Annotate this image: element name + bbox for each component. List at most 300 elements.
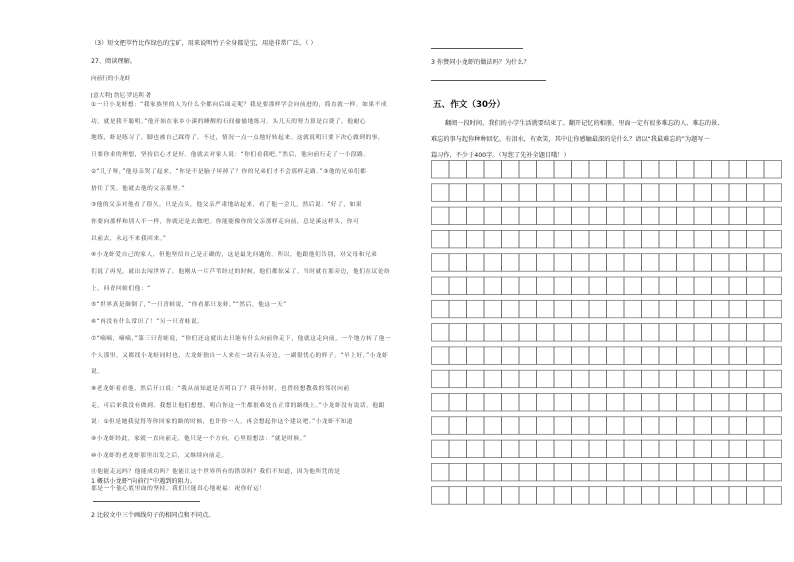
grid-cell[interactable] <box>449 347 467 365</box>
grid-cell[interactable] <box>659 394 677 412</box>
grid-cell[interactable] <box>677 347 695 365</box>
grid-cell[interactable] <box>607 394 625 412</box>
grid-cell[interactable] <box>694 487 712 505</box>
grid-cell[interactable] <box>484 230 502 248</box>
grid-cell[interactable] <box>537 230 555 248</box>
grid-cell[interactable] <box>519 370 537 388</box>
grid-cell[interactable] <box>502 254 520 272</box>
grid-cell[interactable] <box>764 230 782 248</box>
grid-cell[interactable] <box>694 440 712 458</box>
grid-cell[interactable] <box>519 254 537 272</box>
grid-cell[interactable] <box>694 417 712 435</box>
grid-cell[interactable] <box>537 463 555 481</box>
grid-cell[interactable] <box>642 487 660 505</box>
grid-cell[interactable] <box>747 300 765 318</box>
grid-cell[interactable] <box>764 324 782 342</box>
grid-cell[interactable] <box>484 254 502 272</box>
grid-cell[interactable] <box>572 300 590 318</box>
grid-cell[interactable] <box>554 230 572 248</box>
grid-cell[interactable] <box>502 440 520 458</box>
grid-cell[interactable] <box>677 394 695 412</box>
grid-cell[interactable] <box>642 347 660 365</box>
grid-cell[interactable] <box>589 277 607 295</box>
grid-cell[interactable] <box>607 254 625 272</box>
grid-cell[interactable] <box>589 300 607 318</box>
grid-cell[interactable] <box>712 277 730 295</box>
grid-cell[interactable] <box>712 440 730 458</box>
grid-cell[interactable] <box>519 207 537 225</box>
grid-cell[interactable] <box>642 370 660 388</box>
grid-row[interactable] <box>432 487 782 505</box>
grid-cell[interactable] <box>712 347 730 365</box>
grid-cell[interactable] <box>432 394 450 412</box>
grid-cell[interactable] <box>467 394 485 412</box>
grid-row[interactable] <box>432 347 782 365</box>
grid-cell[interactable] <box>659 324 677 342</box>
grid-cell[interactable] <box>607 300 625 318</box>
grid-cell[interactable] <box>502 417 520 435</box>
grid-cell[interactable] <box>449 463 467 481</box>
grid-cell[interactable] <box>694 254 712 272</box>
grid-cell[interactable] <box>537 161 555 179</box>
grid-cell[interactable] <box>572 487 590 505</box>
grid-cell[interactable] <box>712 370 730 388</box>
grid-cell[interactable] <box>607 463 625 481</box>
grid-cell[interactable] <box>729 161 747 179</box>
grid-cell[interactable] <box>712 394 730 412</box>
grid-cell[interactable] <box>677 417 695 435</box>
grid-cell[interactable] <box>694 394 712 412</box>
grid-cell[interactable] <box>467 277 485 295</box>
grid-cell[interactable] <box>712 254 730 272</box>
grid-cell[interactable] <box>747 254 765 272</box>
grid-cell[interactable] <box>572 230 590 248</box>
grid-cell[interactable] <box>677 254 695 272</box>
grid-cell[interactable] <box>624 487 642 505</box>
grid-cell[interactable] <box>589 463 607 481</box>
grid-cell[interactable] <box>467 417 485 435</box>
grid-cell[interactable] <box>694 207 712 225</box>
grid-cell[interactable] <box>484 463 502 481</box>
grid-cell[interactable] <box>729 463 747 481</box>
grid-cell[interactable] <box>694 463 712 481</box>
grid-cell[interactable] <box>502 277 520 295</box>
grid-cell[interactable] <box>467 463 485 481</box>
grid-cell[interactable] <box>729 394 747 412</box>
grid-cell[interactable] <box>712 184 730 202</box>
grid-cell[interactable] <box>502 161 520 179</box>
grid-cell[interactable] <box>677 440 695 458</box>
grid-cell[interactable] <box>624 394 642 412</box>
grid-cell[interactable] <box>554 463 572 481</box>
grid-cell[interactable] <box>659 184 677 202</box>
grid-cell[interactable] <box>694 184 712 202</box>
grid-cell[interactable] <box>659 254 677 272</box>
grid-cell[interactable] <box>764 440 782 458</box>
grid-cell[interactable] <box>432 417 450 435</box>
grid-cell[interactable] <box>659 487 677 505</box>
grid-cell[interactable] <box>764 254 782 272</box>
grid-cell[interactable] <box>572 370 590 388</box>
grid-cell[interactable] <box>519 394 537 412</box>
grid-cell[interactable] <box>677 300 695 318</box>
grid-cell[interactable] <box>729 440 747 458</box>
grid-cell[interactable] <box>467 487 485 505</box>
grid-cell[interactable] <box>467 230 485 248</box>
grid-cell[interactable] <box>624 300 642 318</box>
grid-cell[interactable] <box>484 347 502 365</box>
grid-cell[interactable] <box>607 440 625 458</box>
grid-cell[interactable] <box>432 300 450 318</box>
grid-cell[interactable] <box>554 184 572 202</box>
grid-cell[interactable] <box>554 324 572 342</box>
grid-cell[interactable] <box>712 207 730 225</box>
grid-cell[interactable] <box>677 184 695 202</box>
grid-cell[interactable] <box>659 207 677 225</box>
grid-cell[interactable] <box>589 184 607 202</box>
grid-cell[interactable] <box>572 324 590 342</box>
grid-cell[interactable] <box>677 277 695 295</box>
grid-cell[interactable] <box>694 300 712 318</box>
grid-cell[interactable] <box>659 277 677 295</box>
grid-cell[interactable] <box>659 463 677 481</box>
grid-cell[interactable] <box>747 277 765 295</box>
grid-cell[interactable] <box>607 370 625 388</box>
grid-cell[interactable] <box>624 463 642 481</box>
grid-cell[interactable] <box>519 487 537 505</box>
grid-row[interactable] <box>432 440 782 458</box>
grid-cell[interactable] <box>467 440 485 458</box>
grid-cell[interactable] <box>729 230 747 248</box>
grid-cell[interactable] <box>449 161 467 179</box>
writing-grid[interactable] <box>431 160 791 508</box>
grid-cell[interactable] <box>519 417 537 435</box>
grid-row[interactable] <box>432 324 782 342</box>
grid-cell[interactable] <box>642 230 660 248</box>
grid-cell[interactable] <box>764 347 782 365</box>
grid-cell[interactable] <box>572 277 590 295</box>
grid-cell[interactable] <box>449 324 467 342</box>
grid-cell[interactable] <box>747 184 765 202</box>
grid-cell[interactable] <box>712 417 730 435</box>
grid-cell[interactable] <box>677 161 695 179</box>
grid-cell[interactable] <box>432 463 450 481</box>
grid-cell[interactable] <box>642 161 660 179</box>
grid-cell[interactable] <box>537 394 555 412</box>
grid-cell[interactable] <box>712 463 730 481</box>
grid-cell[interactable] <box>449 487 467 505</box>
grid-cell[interactable] <box>502 487 520 505</box>
grid-cell[interactable] <box>484 394 502 412</box>
grid-cell[interactable] <box>467 300 485 318</box>
grid-cell[interactable] <box>589 417 607 435</box>
grid-cell[interactable] <box>519 277 537 295</box>
grid-cell[interactable] <box>449 370 467 388</box>
grid-cell[interactable] <box>624 254 642 272</box>
grid-cell[interactable] <box>659 230 677 248</box>
grid-cell[interactable] <box>747 440 765 458</box>
grid-cell[interactable] <box>607 207 625 225</box>
grid-cell[interactable] <box>537 370 555 388</box>
grid-cell[interactable] <box>484 417 502 435</box>
grid-cell[interactable] <box>747 207 765 225</box>
grid-cell[interactable] <box>729 300 747 318</box>
grid-cell[interactable] <box>607 324 625 342</box>
grid-cell[interactable] <box>502 300 520 318</box>
grid-cell[interactable] <box>537 207 555 225</box>
grid-cell[interactable] <box>432 184 450 202</box>
grid-cell[interactable] <box>764 161 782 179</box>
grid-cell[interactable] <box>624 370 642 388</box>
grid-row[interactable] <box>432 300 782 318</box>
grid-cell[interactable] <box>537 184 555 202</box>
grid-cell[interactable] <box>694 347 712 365</box>
grid-cell[interactable] <box>659 417 677 435</box>
grid-cell[interactable] <box>449 207 467 225</box>
grid-cell[interactable] <box>484 207 502 225</box>
grid-cell[interactable] <box>432 230 450 248</box>
grid-row[interactable] <box>432 394 782 412</box>
grid-row[interactable] <box>432 161 782 179</box>
grid-cell[interactable] <box>449 184 467 202</box>
grid-cell[interactable] <box>432 347 450 365</box>
grid-cell[interactable] <box>572 161 590 179</box>
grid-cell[interactable] <box>764 463 782 481</box>
grid-cell[interactable] <box>449 254 467 272</box>
grid-row[interactable] <box>432 370 782 388</box>
grid-cell[interactable] <box>764 417 782 435</box>
grid-cell[interactable] <box>467 324 485 342</box>
grid-cell[interactable] <box>694 161 712 179</box>
grid-cell[interactable] <box>554 440 572 458</box>
grid-cell[interactable] <box>694 370 712 388</box>
grid-cell[interactable] <box>537 277 555 295</box>
grid-cell[interactable] <box>677 230 695 248</box>
grid-cell[interactable] <box>572 207 590 225</box>
grid-cell[interactable] <box>642 254 660 272</box>
grid-cell[interactable] <box>449 440 467 458</box>
grid-cell[interactable] <box>659 161 677 179</box>
grid-cell[interactable] <box>519 324 537 342</box>
grid-cell[interactable] <box>659 347 677 365</box>
grid-cell[interactable] <box>659 300 677 318</box>
grid-cell[interactable] <box>432 207 450 225</box>
grid-cell[interactable] <box>467 161 485 179</box>
grid-cell[interactable] <box>589 161 607 179</box>
grid-cell[interactable] <box>677 463 695 481</box>
grid-cell[interactable] <box>642 324 660 342</box>
grid-cell[interactable] <box>589 324 607 342</box>
grid-cell[interactable] <box>624 417 642 435</box>
grid-cell[interactable] <box>747 324 765 342</box>
grid-cell[interactable] <box>572 347 590 365</box>
grid-cell[interactable] <box>624 324 642 342</box>
grid-cell[interactable] <box>502 207 520 225</box>
grid-cell[interactable] <box>712 324 730 342</box>
grid-cell[interactable] <box>589 207 607 225</box>
grid-cell[interactable] <box>432 277 450 295</box>
grid-cell[interactable] <box>642 417 660 435</box>
grid-cell[interactable] <box>572 184 590 202</box>
grid-cell[interactable] <box>747 347 765 365</box>
grid-cell[interactable] <box>502 370 520 388</box>
grid-cell[interactable] <box>432 440 450 458</box>
grid-cell[interactable] <box>729 324 747 342</box>
grid-cell[interactable] <box>747 370 765 388</box>
grid-cell[interactable] <box>537 417 555 435</box>
grid-cell[interactable] <box>607 417 625 435</box>
grid-cell[interactable] <box>747 487 765 505</box>
grid-cell[interactable] <box>607 277 625 295</box>
grid-cell[interactable] <box>537 487 555 505</box>
grid-cell[interactable] <box>589 370 607 388</box>
grid-row[interactable] <box>432 207 782 225</box>
grid-row[interactable] <box>432 184 782 202</box>
grid-cell[interactable] <box>449 230 467 248</box>
grid-cell[interactable] <box>432 161 450 179</box>
grid-cell[interactable] <box>572 463 590 481</box>
grid-cell[interactable] <box>589 254 607 272</box>
grid-cell[interactable] <box>712 300 730 318</box>
grid-cell[interactable] <box>624 207 642 225</box>
grid-cell[interactable] <box>677 487 695 505</box>
grid-cell[interactable] <box>747 417 765 435</box>
grid-cell[interactable] <box>484 300 502 318</box>
grid-cell[interactable] <box>764 394 782 412</box>
grid-cell[interactable] <box>554 347 572 365</box>
grid-cell[interactable] <box>519 440 537 458</box>
grid-cell[interactable] <box>572 394 590 412</box>
grid-row[interactable] <box>432 417 782 435</box>
grid-cell[interactable] <box>554 487 572 505</box>
grid-cell[interactable] <box>642 184 660 202</box>
grid-cell[interactable] <box>484 370 502 388</box>
grid-cell[interactable] <box>624 347 642 365</box>
grid-cell[interactable] <box>572 417 590 435</box>
grid-cell[interactable] <box>554 300 572 318</box>
grid-cell[interactable] <box>624 440 642 458</box>
grid-cell[interactable] <box>624 184 642 202</box>
grid-cell[interactable] <box>764 370 782 388</box>
grid-cell[interactable] <box>589 440 607 458</box>
grid-cell[interactable] <box>554 417 572 435</box>
grid-cell[interactable] <box>537 324 555 342</box>
grid-cell[interactable] <box>624 161 642 179</box>
grid-cell[interactable] <box>502 324 520 342</box>
grid-cell[interactable] <box>747 161 765 179</box>
grid-cell[interactable] <box>554 370 572 388</box>
grid-cell[interactable] <box>484 161 502 179</box>
grid-cell[interactable] <box>694 230 712 248</box>
grid-cell[interactable] <box>554 394 572 412</box>
grid-cell[interactable] <box>589 487 607 505</box>
grid-cell[interactable] <box>729 184 747 202</box>
grid-cell[interactable] <box>519 184 537 202</box>
grid-cell[interactable] <box>519 347 537 365</box>
grid-cell[interactable] <box>659 440 677 458</box>
grid-cell[interactable] <box>572 254 590 272</box>
grid-cell[interactable] <box>449 300 467 318</box>
grid-cell[interactable] <box>484 277 502 295</box>
grid-cell[interactable] <box>764 207 782 225</box>
grid-cell[interactable] <box>764 487 782 505</box>
grid-cell[interactable] <box>712 230 730 248</box>
grid-cell[interactable] <box>642 207 660 225</box>
grid-cell[interactable] <box>729 277 747 295</box>
grid-cell[interactable] <box>607 487 625 505</box>
grid-cell[interactable] <box>659 370 677 388</box>
grid-cell[interactable] <box>502 394 520 412</box>
grid-cell[interactable] <box>642 300 660 318</box>
grid-cell[interactable] <box>467 254 485 272</box>
grid-cell[interactable] <box>747 463 765 481</box>
grid-cell[interactable] <box>729 207 747 225</box>
grid-cell[interactable] <box>449 417 467 435</box>
grid-cell[interactable] <box>554 161 572 179</box>
grid-cell[interactable] <box>554 207 572 225</box>
grid-cell[interactable] <box>519 463 537 481</box>
grid-cell[interactable] <box>764 300 782 318</box>
grid-cell[interactable] <box>642 463 660 481</box>
grid-cell[interactable] <box>607 184 625 202</box>
grid-cell[interactable] <box>642 394 660 412</box>
grid-cell[interactable] <box>432 370 450 388</box>
grid-cell[interactable] <box>607 347 625 365</box>
grid-cell[interactable] <box>677 324 695 342</box>
grid-cell[interactable] <box>519 161 537 179</box>
grid-row[interactable] <box>432 277 782 295</box>
grid-row[interactable] <box>432 463 782 481</box>
grid-cell[interactable] <box>467 184 485 202</box>
grid-cell[interactable] <box>624 277 642 295</box>
grid-cell[interactable] <box>484 184 502 202</box>
grid-cell[interactable] <box>729 347 747 365</box>
grid-cell[interactable] <box>537 440 555 458</box>
grid-cell[interactable] <box>712 487 730 505</box>
grid-cell[interactable] <box>712 161 730 179</box>
grid-cell[interactable] <box>589 347 607 365</box>
grid-cell[interactable] <box>467 347 485 365</box>
grid-cell[interactable] <box>764 184 782 202</box>
grid-cell[interactable] <box>432 254 450 272</box>
grid-cell[interactable] <box>642 440 660 458</box>
grid-cell[interactable] <box>537 254 555 272</box>
grid-cell[interactable] <box>449 277 467 295</box>
grid-cell[interactable] <box>589 394 607 412</box>
grid-cell[interactable] <box>502 230 520 248</box>
grid-row[interactable] <box>432 254 782 272</box>
grid-cell[interactable] <box>554 277 572 295</box>
grid-cell[interactable] <box>607 230 625 248</box>
grid-cell[interactable] <box>729 417 747 435</box>
grid-cell[interactable] <box>484 440 502 458</box>
grid-cell[interactable] <box>502 347 520 365</box>
grid-cell[interactable] <box>467 207 485 225</box>
grid-cell[interactable] <box>589 230 607 248</box>
grid-cell[interactable] <box>502 463 520 481</box>
grid-cell[interactable] <box>484 324 502 342</box>
grid-cell[interactable] <box>572 440 590 458</box>
grid-cell[interactable] <box>677 370 695 388</box>
grid-cell[interactable] <box>729 370 747 388</box>
grid-cell[interactable] <box>519 300 537 318</box>
grid-cell[interactable] <box>432 324 450 342</box>
grid-cell[interactable] <box>432 487 450 505</box>
grid-cell[interactable] <box>747 394 765 412</box>
grid-cell[interactable] <box>729 487 747 505</box>
grid-cell[interactable] <box>449 394 467 412</box>
grid-cell[interactable] <box>502 184 520 202</box>
